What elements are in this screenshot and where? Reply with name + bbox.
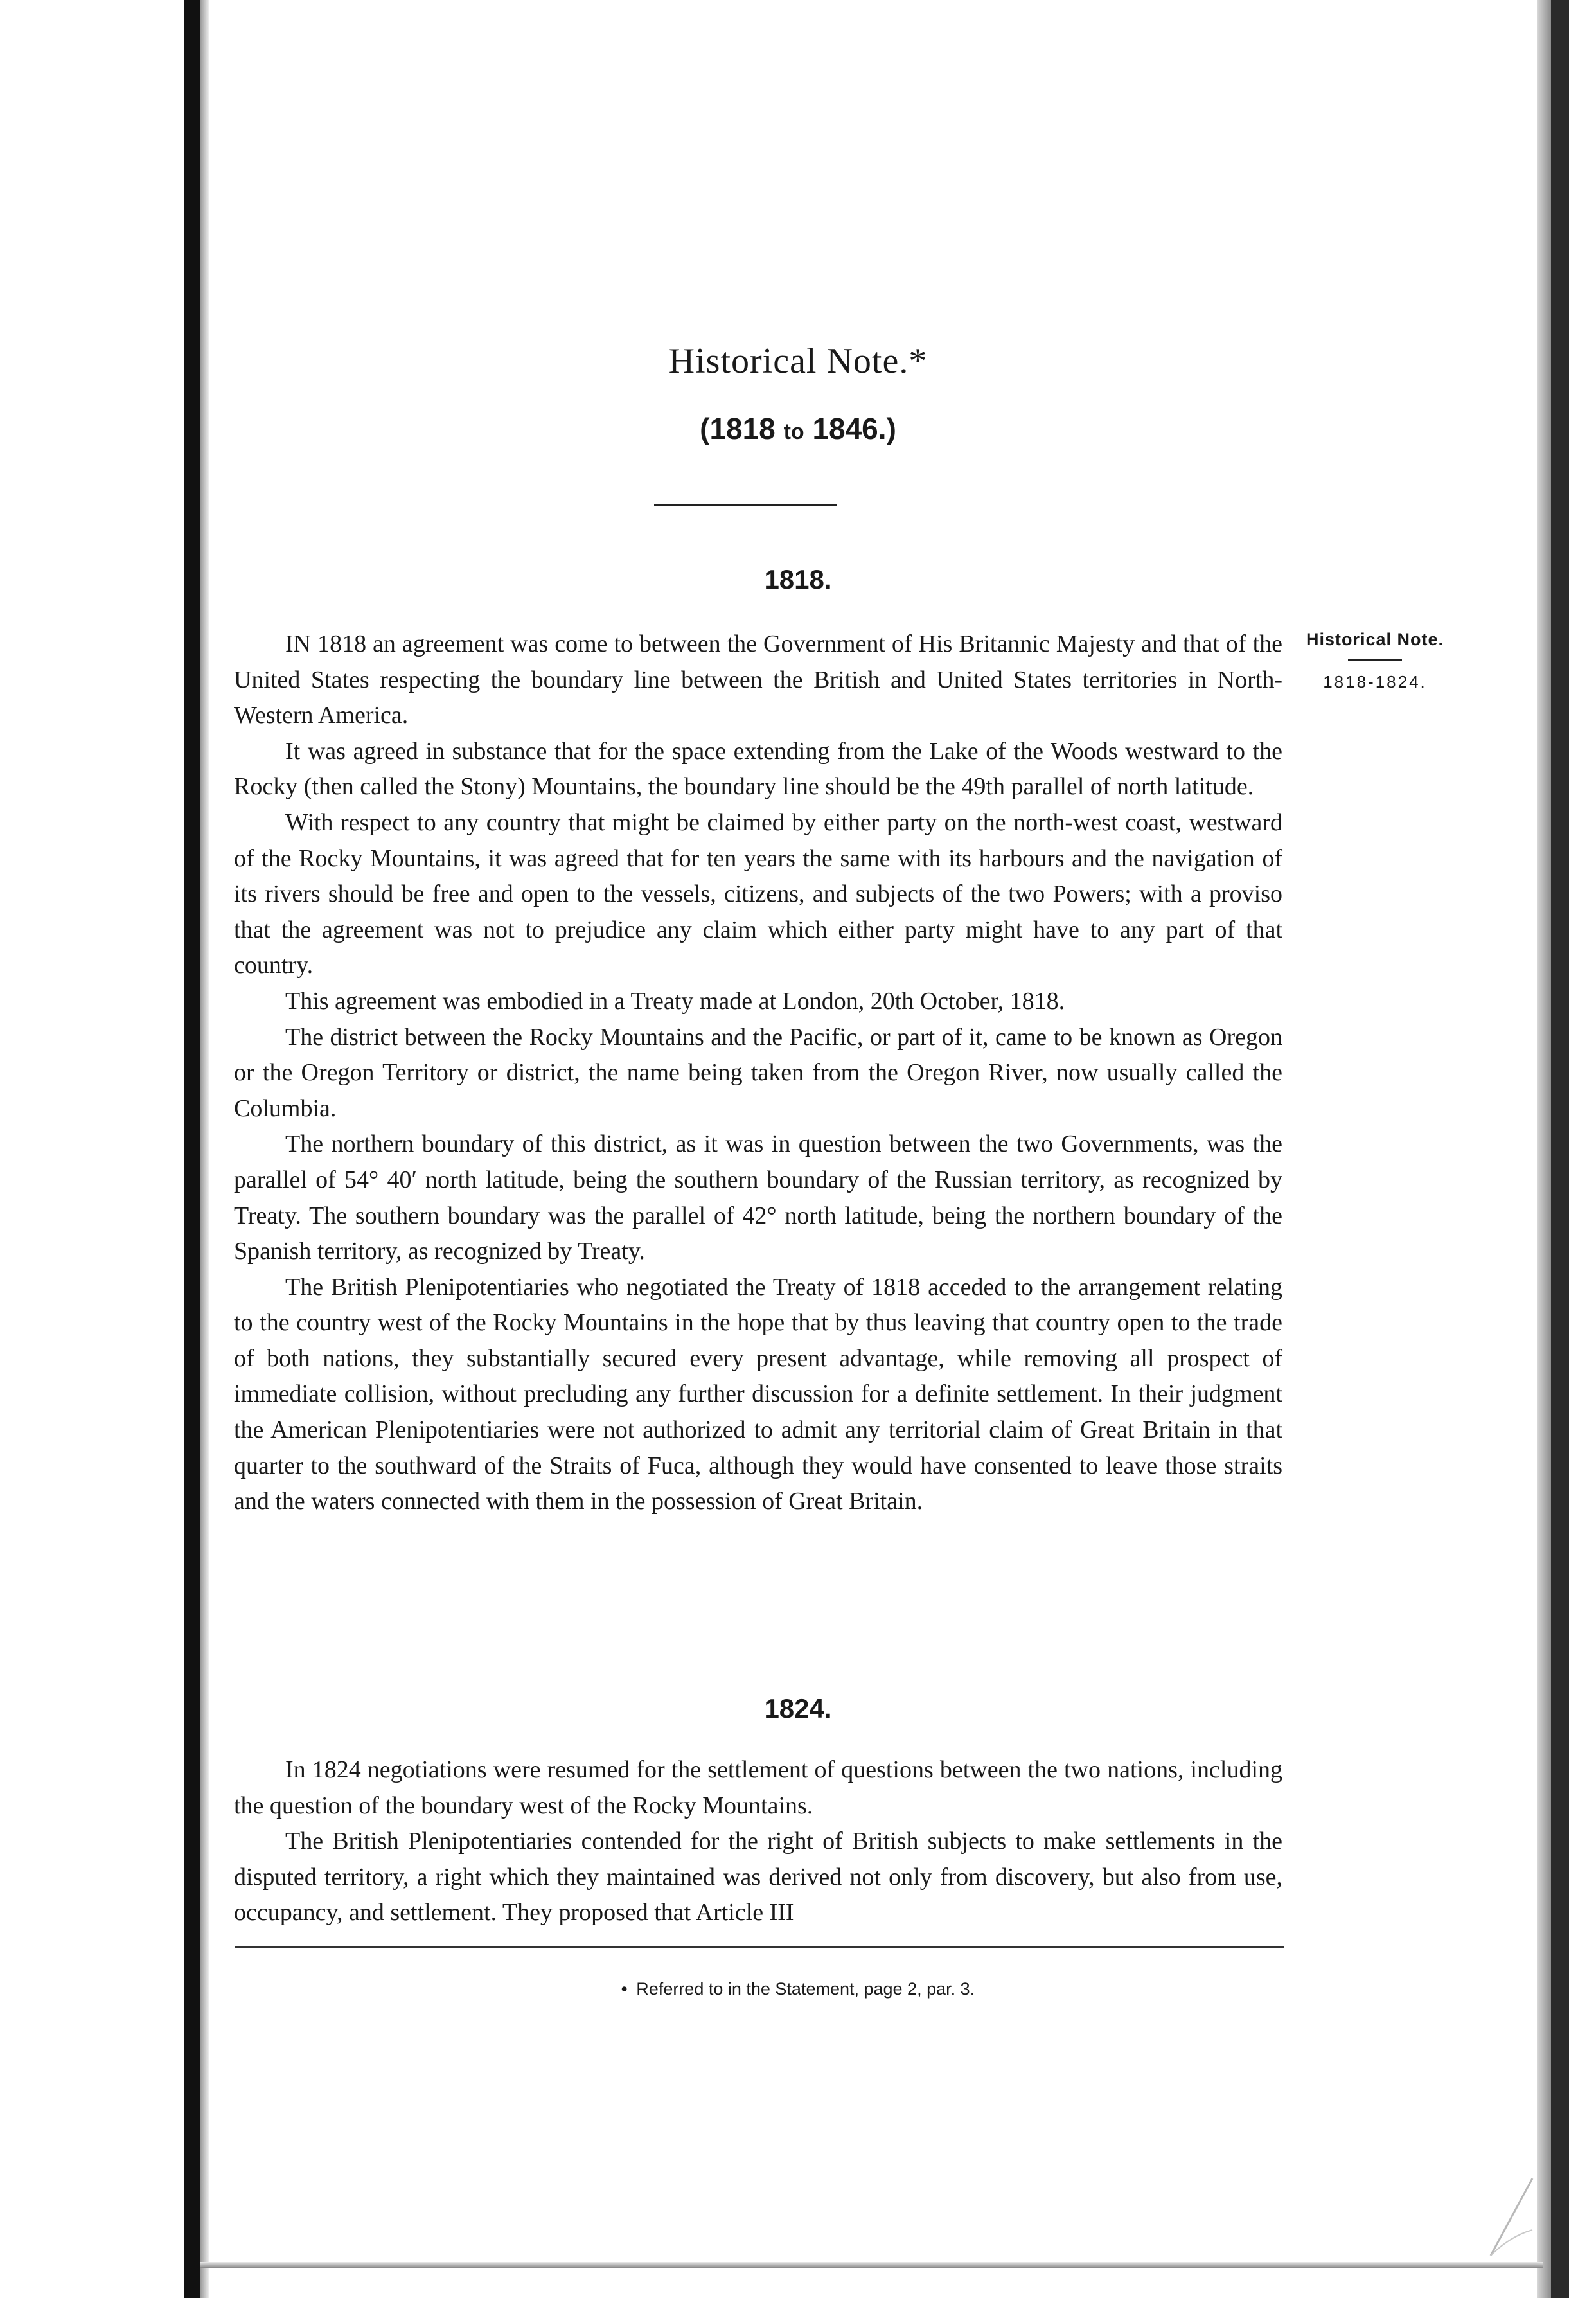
paragraph: IN 1818 an agreement was come to between the Government of His Britannic Majesty and that of the United States respecting the boundary line between the British and United States territories in North-Western America. [234,630,1282,729]
page-bottom-edge [200,2262,1543,2268]
margin-note [1298,630,1452,692]
footnote-divider [235,1946,1284,1948]
paragraph: The northern boundary of this district, as it was in question between the two Governments, was the parallel of 54° 40′ north latitude, being the southern boundary of the Russian territory, as recognized by Treaty. The southern boundary was the parallel of 42° north latitude, being the northern boundary of the Spanish territory, as recognized by Treaty. [234,1130,1282,1265]
paragraph: This agreement was embodied in a Treaty made at London, 20th October, 1818. [285,987,1065,1015]
paragraph: The district between the Rocky Mountains and the Pacific, or part of it, came to be known as Oregon or the Oregon Territory or district, the name being taken from the Oregon River, now usually called the Columbia. [234,1023,1282,1122]
footnote [0,1979,1596,1999]
subtitle-end-year: 1846. [812,412,887,445]
footnote-marker: • [621,1979,628,1999]
page-subtitle [0,411,1596,446]
section-heading-1824: 1824. [764,1693,832,1724]
paragraph: The British Plenipotentiaries contended for the right of British subjects to make settlements in the disputed territory, a right which they maintained was derived not only from discovery, but also from use, occupancy, and settlement. They proposed that Article III [234,1828,1282,1927]
paragraph: With respect to any country that might be claimed by either party on the north-west coast, westward of the Rocky Mountains, it was agreed that for ten years the same with its harbours and the navigation of its rivers should be free and open to the vessels, citizens, and subjects of the two Powers; with a proviso that the agreement was not to prejudice any claim which either party might have to any part of that country. [234,808,1282,979]
paragraph: It was agreed in substance that for the space extending from the Lake of the Woods westward to the Rocky (then called the Stony) Mountains, the boundary line should be the 49th parallel of north latitude. [234,737,1282,801]
subtitle-close-paren: ) [886,412,896,445]
section-body-1824 [234,1752,1282,1931]
margin-note-divider [1348,659,1402,661]
page-corner-fold [1484,2166,1536,2262]
section-body-1818 [234,627,1282,1520]
subtitle-connector: to [783,420,804,444]
footnote-text: Referred to in the Statement, page 2, par. 3. [636,1979,975,1999]
title-divider [654,504,837,506]
margin-note-years: 1818-1824. [1323,672,1427,691]
subtitle-open-paren: ( [700,412,710,445]
paragraph: In 1824 negotiations were resumed for the settlement of questions between the two nations, including the question of the boundary west of the Rocky Mountains. [234,1756,1282,1819]
subtitle-start-year: 1818 [709,412,776,445]
section-heading-1818: 1818. [764,564,832,594]
page-title: Historical Note.* [668,341,928,381]
paragraph: The British Plenipotentiaries who negotiated the Treaty of 1818 acceded to the arrangement relating to the country west of the Rocky Mountains in the hope that by thus leaving that country open to the trade of both nations, they substantially secured every present advantage, while removing all prospect of immediate collision, without precluding any further discussion for a definite settlement. In their judgment the American Plenipotentiaries were not authorized to admit any territorial claim of Great Britain in that quarter to the southward of the Straits of Fuca, although they would have consented to leave those straits and the waters connected with them in the possession of Great Britain. [234,1273,1282,1515]
margin-note-title: Historical Note. [1306,630,1444,649]
